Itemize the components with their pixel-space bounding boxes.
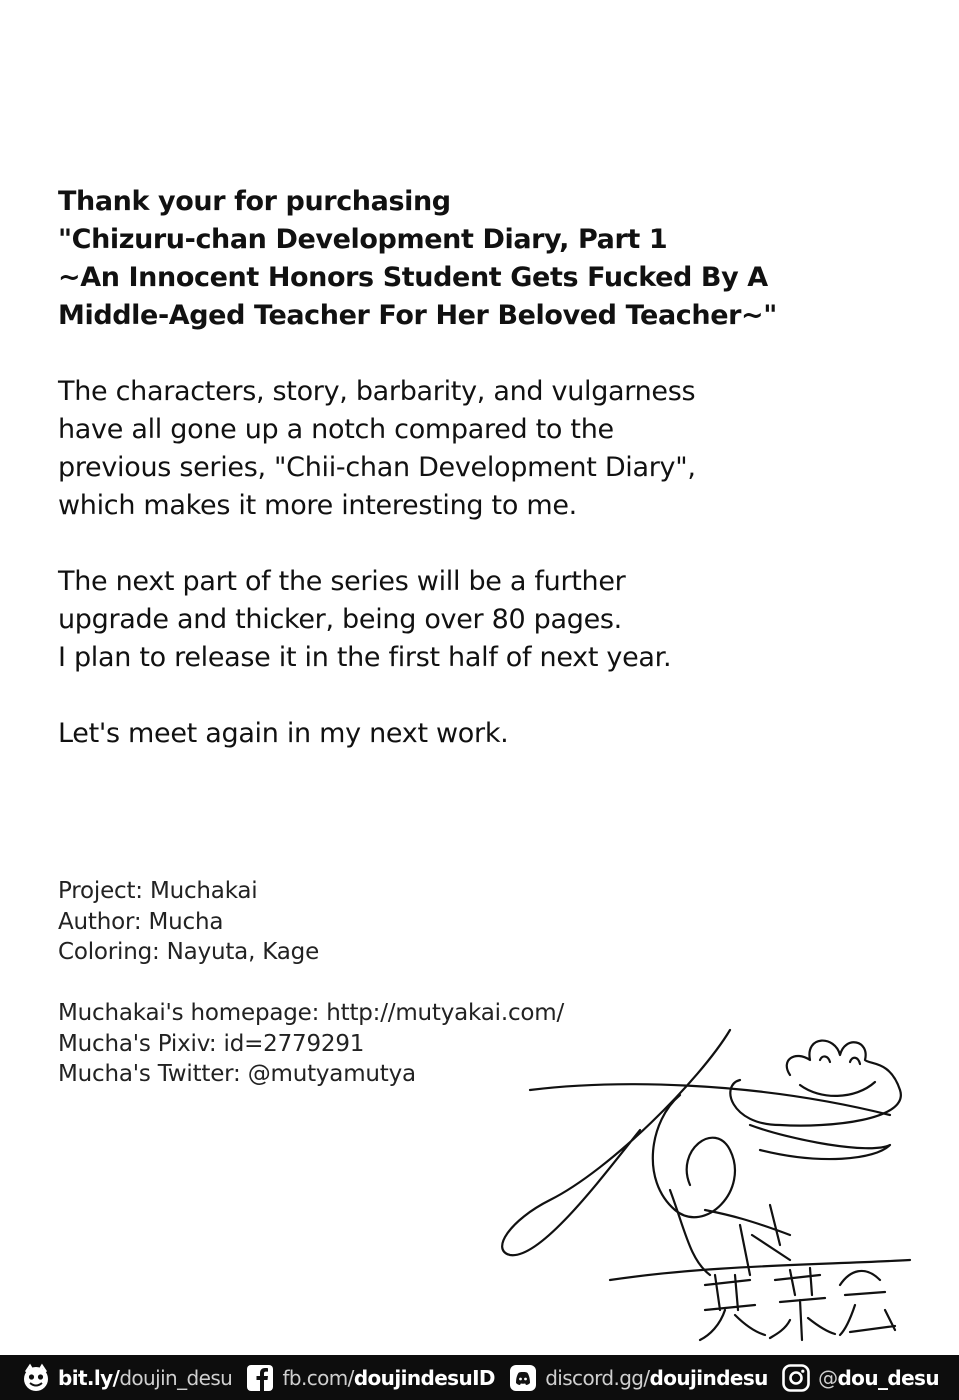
- footer-link-facebook[interactable]: [244, 1362, 494, 1394]
- instagram-icon: [780, 1362, 812, 1394]
- credits-block: [58, 876, 758, 968]
- paragraph-line: Let's meet again in my next work.: [58, 718, 509, 749]
- heading-line: "Chizuru-chan Development Diary, Part 1: [58, 224, 668, 255]
- footer-link-prefix: bit.ly/: [58, 1365, 120, 1390]
- handwritten-signature: [490, 1020, 930, 1350]
- paragraph-closing: [58, 715, 918, 753]
- footer-link-discord[interactable]: [507, 1362, 768, 1394]
- footer-link-prefix: discord.gg/: [545, 1365, 650, 1390]
- credit-project: Project: Muchakai: [58, 878, 258, 904]
- paragraph-line: The characters, story, barbarity, and vulgarness: [58, 376, 696, 407]
- footer-link-rest: dou_desu: [837, 1365, 939, 1390]
- paragraph-line: The next part of the series will be a further: [58, 566, 626, 597]
- twitter-link: Mucha's Twitter: @mutyamutya: [58, 1061, 416, 1087]
- mascot-face-icon: [20, 1362, 52, 1394]
- footer-link-bitly[interactable]: [20, 1362, 232, 1394]
- footer-link-rest: doujindesuID: [353, 1365, 495, 1390]
- footer-link-rest: doujin_desu: [119, 1365, 233, 1390]
- paragraph-line: have all gone up a notch compared to the: [58, 414, 614, 445]
- paragraph-next-part: [58, 563, 918, 677]
- paragraph-line: previous series, "Chii-chan Development Diary",: [58, 452, 696, 483]
- paragraph-line: upgrade and thicker, being over 80 pages.: [58, 604, 622, 635]
- thank-you-heading: [58, 183, 918, 335]
- pixiv-link: Mucha's Pixiv: id=2779291: [58, 1030, 365, 1057]
- paragraph-characters: [58, 373, 918, 525]
- heading-line: Middle-Aged Teacher For Her Beloved Teacher~": [58, 300, 777, 331]
- paragraph-line: which makes it more interesting to me.: [58, 490, 577, 521]
- footer-link-instagram[interactable]: [780, 1362, 939, 1394]
- heading-line: Thank your for purchasing: [58, 186, 451, 217]
- footer-link-prefix: @: [818, 1365, 838, 1390]
- heading-line: ~An Innocent Honors Student Gets Fucked By A: [58, 262, 768, 293]
- discord-icon: [507, 1362, 539, 1394]
- facebook-icon: [244, 1362, 276, 1394]
- paragraph-line: I plan to release it in the first half of next year.: [58, 642, 672, 673]
- homepage-link: Muchakai's homepage: http://mutyakai.com/: [58, 1000, 565, 1026]
- footer-link-prefix: fb.com/: [282, 1365, 354, 1390]
- footer-link-rest: doujindesu: [649, 1365, 768, 1390]
- credit-coloring: Coloring: Nayuta, Kage: [58, 939, 320, 965]
- credit-author: Author: Mucha: [58, 908, 224, 935]
- footer-bar: [0, 1355, 959, 1400]
